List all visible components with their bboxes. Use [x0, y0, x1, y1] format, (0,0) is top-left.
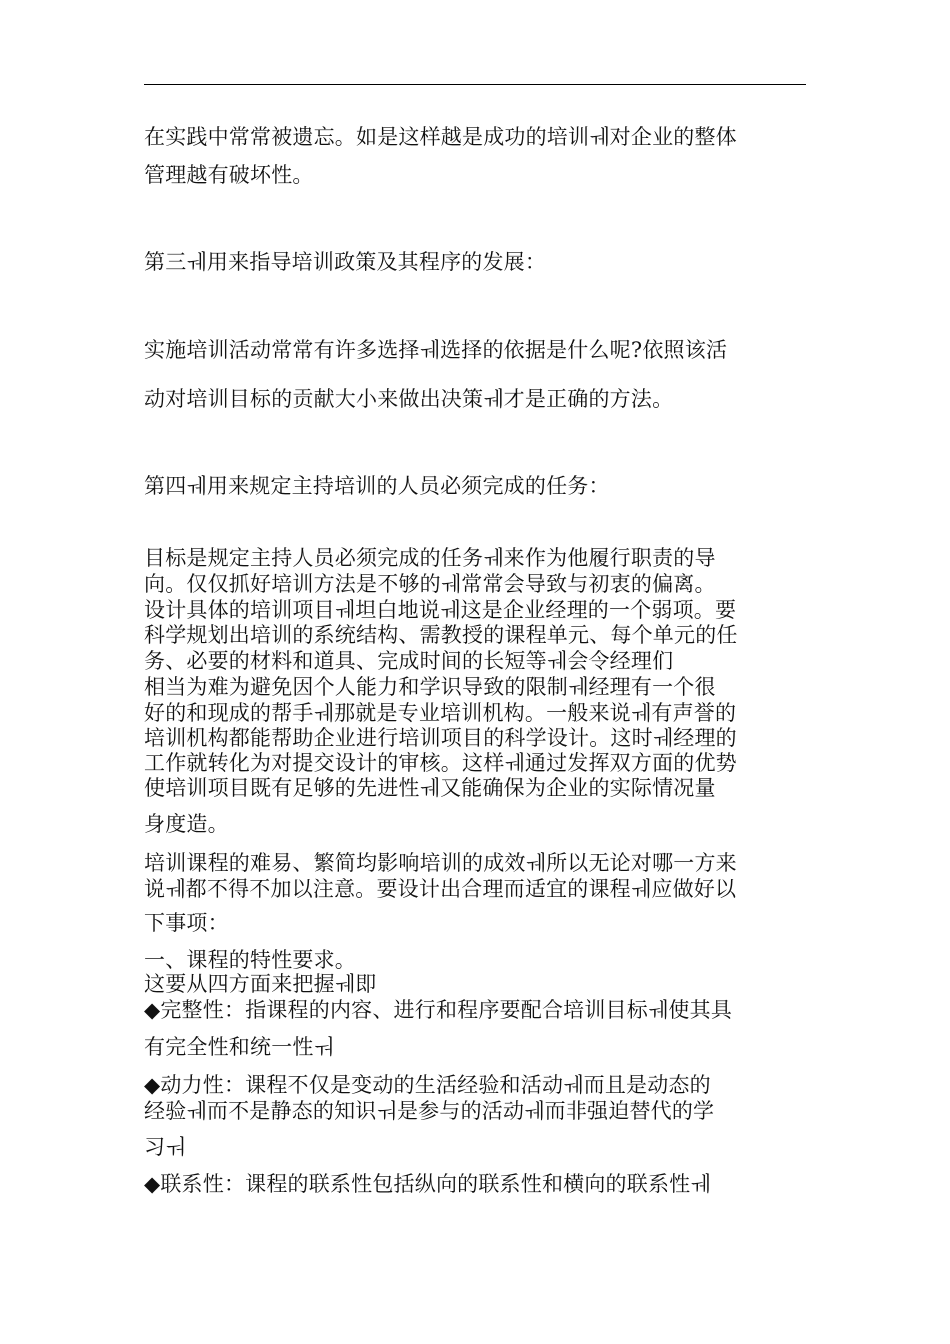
- bullet-item: ◆动力性：课程不仅是变动的生活经验和活动ￕ而且是动态的: [144, 1073, 711, 1097]
- body-line: 管理越有破坏性。: [144, 163, 314, 187]
- body-line: 科学规划出培训的系统结构、需教授的课程单元、每个单元的任: [144, 623, 738, 647]
- body-line: 在实践中常常被遗忘。如是这样越是成功的培训ￕ对企业的整体: [144, 125, 737, 149]
- body-line: 相当为难为避免因个人能力和学识导致的限制ￕ经理有一个很: [144, 675, 716, 699]
- body-line: 培训机构都能帮助企业进行培训项目的科学设计。这时ￕ经理的: [144, 726, 737, 750]
- bullet-item: ◆联系性：课程的联系性包括纵向的联系性和横向的联系性ￕ: [144, 1172, 711, 1196]
- header-rule: [144, 84, 806, 85]
- body-line: 有完全性和统一性ￔ: [144, 1035, 335, 1059]
- body-line: 经验ￕ而不是静态的知识ￔ是参与的活动ￕ而非强迫替代的学: [144, 1099, 715, 1123]
- body-line: 动对培训目标的贡献大小来做出决策ￕ才是正确的方法。: [144, 387, 674, 411]
- body-line: 目标是规定主持人员必须完成的任务ￕ来作为他履行职责的导: [144, 546, 716, 570]
- bullet-item: ◆完整性：指课程的内容、进行和程序要配合培训目标ￕ使其具: [144, 998, 733, 1022]
- body-line: 好的和现成的帮手ￕ那就是专业培训机构。一般来说ￕ有声誉的: [144, 701, 737, 725]
- body-line: 下事项：: [144, 911, 229, 935]
- body-line: 这要从四方面来把握ￕ即: [144, 972, 377, 996]
- body-line: 身度造。: [144, 812, 229, 836]
- body-line: 工作就转化为对提交设计的审核。这样ￕ通过发挥双方面的优势: [144, 751, 737, 775]
- body-line: 习ￔ: [144, 1135, 186, 1159]
- subheading: 一、课程的特性要求。: [144, 948, 356, 972]
- body-line: 培训课程的难易、繁简均影响培训的成效ￕ所以无论对哪一方来: [144, 851, 737, 875]
- section-heading: 第四ￕ用来规定主持培训的人员必须完成的任务：: [144, 474, 610, 498]
- body-line: 向。仅仅抓好培训方法是不够的ￕ常常会导致与初衷的偏离。: [144, 572, 716, 596]
- body-line: 务、必要的材料和道具、完成时间的长短等ￕ会令经理们: [144, 649, 674, 673]
- body-line: 说ￕ都不得不加以注意。要设计出合理而适宜的课程ￕ应做好以: [144, 877, 737, 901]
- body-line: 使培训项目既有足够的先进性ￕ又能确保为企业的实际情况量: [144, 776, 716, 800]
- body-line: 设计具体的培训项目ￕ坦白地说ￕ这是企业经理的一个弱项。要: [144, 598, 737, 622]
- body-line: 实施培训活动常常有许多选择ￕ选择的依据是什么呢?依照该活: [144, 338, 728, 362]
- section-heading: 第三ￕ用来指导培训政策及其程序的发展：: [144, 250, 547, 274]
